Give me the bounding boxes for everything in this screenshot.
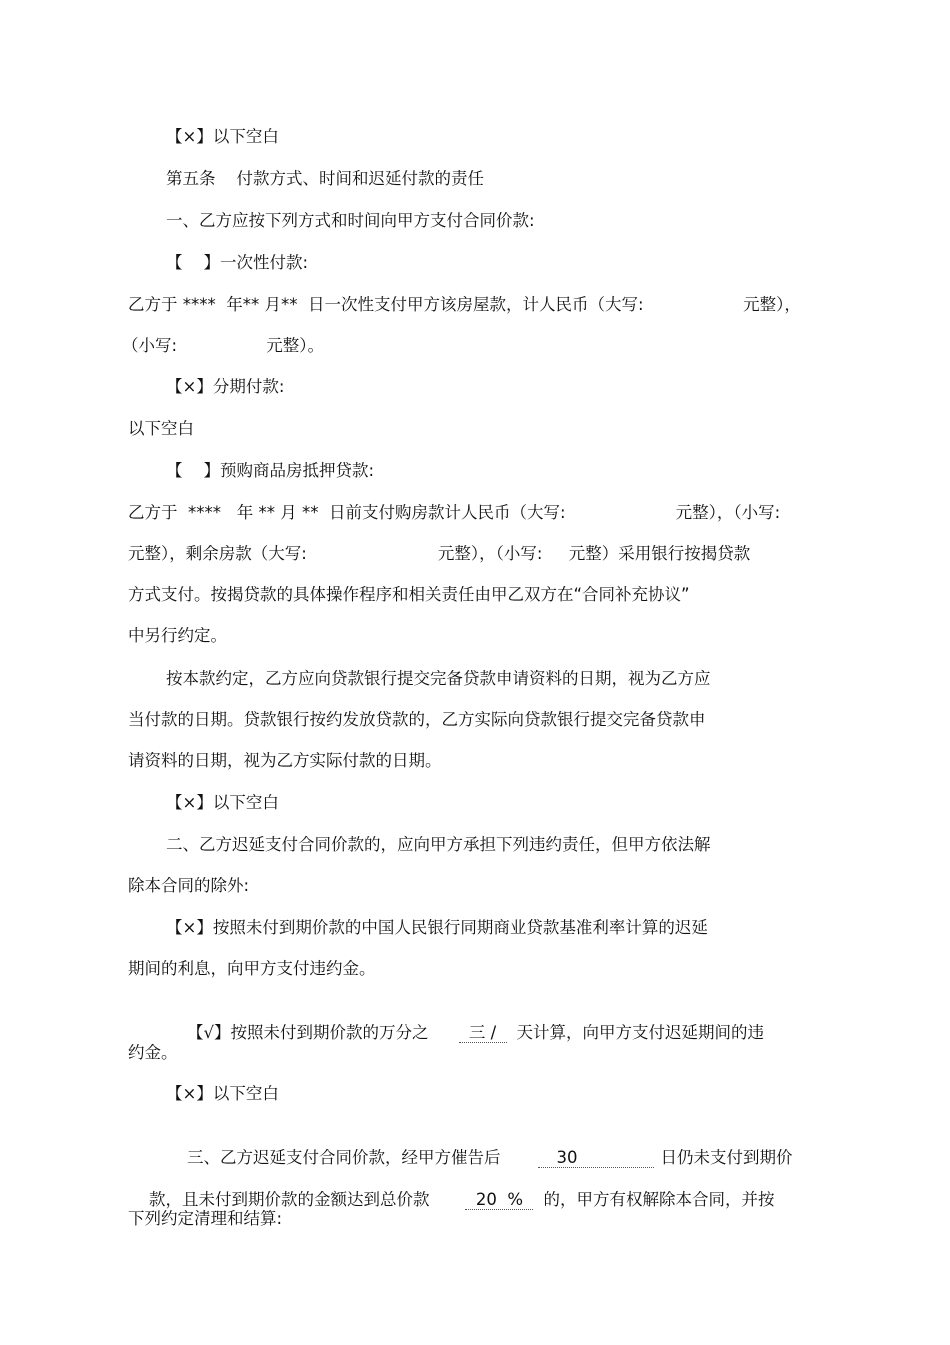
text-line: 下列约定清理和结算: <box>128 1209 283 1228</box>
checkbox-option-installment: 【×】分期付款: <box>166 377 285 396</box>
checkbox-option-interest: 【×】按照未付到期价款的中国人民银行同期商业贷款基准利率计算的迟延 <box>166 918 708 937</box>
article-heading: 第五条 付款方式、时间和迟延付款的责任 <box>166 169 484 188</box>
text-line: 【×】以下空白 <box>166 793 279 812</box>
text-line: 当付款的日期。贷款银行按约发放贷款的，乙方实际向贷款银行提交完备贷款申 <box>128 710 706 729</box>
text-line: 方式支付。按揭贷款的具体操作程序和相关责任由甲乙双方在“合同补充协议” <box>128 585 690 604</box>
text-line: 二、乙方迟延支付合同价款的，应向甲方承担下列违约责任，但甲方依法解 <box>166 835 711 854</box>
text-line: （小写: 元整）。 <box>122 336 324 355</box>
term-text-after: 的，甲方有权解除本合同，并按 <box>543 1190 775 1209</box>
term-text-before: 款，且未付到期价款的金额达到总价款 <box>148 1190 430 1209</box>
rate-text-after: 天计算，向甲方支付迟延期间的违 <box>516 1023 764 1042</box>
checkbox-option-mortgage: 【 】预购商品房抵押贷款: <box>166 461 375 480</box>
text-line: 乙方于 **** 年** 月** 日一次性支付甲方该房屋款，计人民币（大写: 元整）， <box>128 295 801 314</box>
text-line: 期间的利息，向甲方支付违约金。 <box>128 959 376 978</box>
text-line: 乙方于 **** 年 ** 月 ** 日前支付购房款计人民币（大写: 元整），（小写: <box>128 503 781 522</box>
rate-value-field: 三 / <box>459 1024 507 1043</box>
rate-text-before: 【√】按照未付到期价款的万分之 <box>186 1023 429 1042</box>
text-line: 约金。 <box>128 1043 178 1062</box>
percent-value-field: 20 % <box>465 1191 533 1210</box>
term-text-before: 三、乙方迟延支付合同价款，经甲方催告后 <box>186 1148 501 1167</box>
term-text-after: 日仍未支付到期价 <box>660 1148 793 1167</box>
checkbox-option-lump-sum: 【 】一次性付款: <box>166 253 309 272</box>
text-line: 按本款约定，乙方应向贷款银行提交完备贷款申请资料的日期，视为乙方应 <box>166 669 711 688</box>
text-line: 中另行约定。 <box>128 626 227 645</box>
text-line: 【×】以下空白 <box>166 127 279 146</box>
text-line: 请资料的日期，视为乙方实际付款的日期。 <box>128 751 442 770</box>
text-line: 以下空白 <box>128 419 194 438</box>
text-line: 元整），剩余房款（大写: 元整），（小写: 元整）采用银行按揭贷款 <box>128 544 751 563</box>
text-line: 【×】以下空白 <box>166 1084 279 1103</box>
text-line: 一、乙方应按下列方式和时间向甲方支付合同价款: <box>166 211 535 230</box>
days-value-field: 30 <box>538 1149 654 1168</box>
checkbox-option-daily-rate <box>166 1000 764 1066</box>
text-line: 除本合同的除外: <box>128 876 250 895</box>
